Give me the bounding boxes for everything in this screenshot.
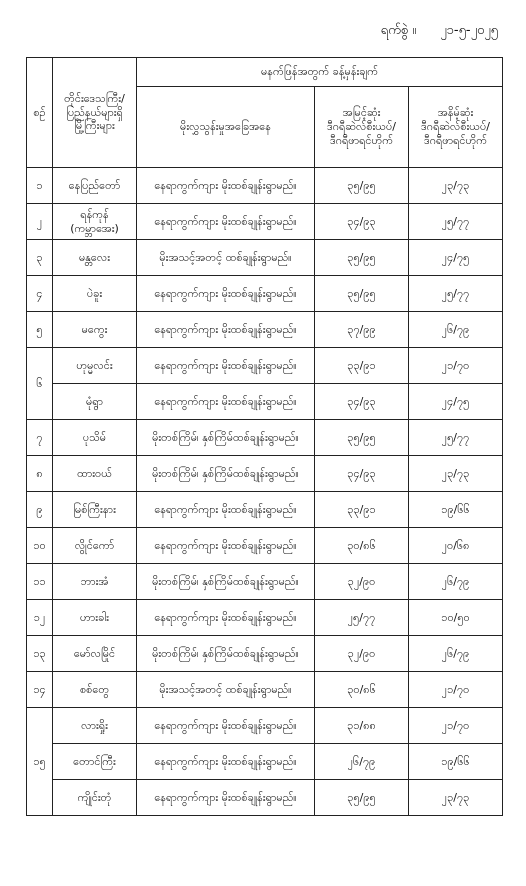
row-min: ၂၁/၇၀ <box>409 708 503 744</box>
row-max: ၃၀/၈၆ <box>315 528 409 564</box>
row-min: ၁၉/၆၆ <box>409 744 503 780</box>
table-row <box>27 276 503 312</box>
row-max: ၃၀/၈၆ <box>315 672 409 708</box>
row-max: ၃၄/၉၃ <box>315 384 409 420</box>
row-no: ၁ <box>27 168 53 204</box>
row-max: ၂၆/၇၉ <box>315 744 409 780</box>
row-no: ၁၃ <box>27 636 53 672</box>
table-row <box>27 420 503 456</box>
row-min: ၂၃/၇၃ <box>409 168 503 204</box>
row-min: ၂၅/၇၇ <box>409 420 503 456</box>
row-min: ၂၁/၇၀ <box>409 672 503 708</box>
row-min: ၂၆/၇၉ <box>409 312 503 348</box>
row-weather: မိုးတစ်ကြိမ်၊ နှစ်ကြိမ်ထစ်ချုန်းရွာမည်။ <box>137 564 315 600</box>
header-forecast: မနက်ဖြန်အတွက် ခန့်မှန်းချက် <box>137 58 503 87</box>
row-weather: နေရာကွက်ကျား မိုးထစ်ချုန်းရွာမည်။ <box>137 204 315 240</box>
row-weather: မိုးတစ်ကြိမ်၊ နှစ်ကြိမ်ထစ်ချုန်းရွာမည်။ <box>137 456 315 492</box>
row-max: ၃၁/၈၈ <box>315 708 409 744</box>
row-max: ၃၄/၉၃ <box>315 204 409 240</box>
row-city: မော်လမြိုင် <box>53 636 137 672</box>
table-row <box>27 492 503 528</box>
weather-forecast-table <box>26 57 503 816</box>
row-weather: မိုးအသင့်အတင့် ထစ်ချုန်းရွာမည်။ <box>137 240 315 276</box>
row-city: လားရှိုး <box>53 708 137 744</box>
row-no: ၃ <box>27 240 53 276</box>
table-row <box>27 564 503 600</box>
row-weather: နေရာကွက်ကျား မိုးထစ်ချုန်းရွာမည်။ <box>137 780 315 816</box>
header-max-temp: အမြင့်ဆုံး ဒီဂရီဆဲလ်စီးယပ်/ ဒီဂရီဖာရင်ဟိုက် <box>315 87 409 168</box>
row-city: ပုသိမ် <box>53 420 137 456</box>
date-label: ရက်စွဲ ။ <box>380 23 417 38</box>
row-no: ၁၂ <box>27 600 53 636</box>
row-no: ၆ <box>27 348 53 420</box>
row-no: ၁၀ <box>27 528 53 564</box>
row-city: စစ်တွေ <box>53 672 137 708</box>
row-city: ရန်ကုန် (ကမ္ဘာအေး) <box>53 204 137 240</box>
table-row <box>27 456 503 492</box>
row-min: ၁၀/၅၀ <box>409 600 503 636</box>
header-min-temp: အနိမ့်ဆုံး ဒီဂရီဆဲလ်စီးယပ်/ ဒီဂရီဖာရင်ဟိုက် <box>409 87 503 168</box>
row-max: ၃၅/၉၅ <box>315 240 409 276</box>
row-weather: မိုးတစ်ကြိမ်၊ နှစ်ကြိမ်ထစ်ချုန်းရွာမည်။ <box>137 420 315 456</box>
row-weather: နေရာကွက်ကျား မိုးထစ်ချုန်းရွာမည်။ <box>137 492 315 528</box>
row-weather: နေရာကွက်ကျား မိုးထစ်ချုန်းရွာမည်။ <box>137 384 315 420</box>
row-city: မုံရွာ <box>53 384 137 420</box>
row-no: ၂ <box>27 204 53 240</box>
row-city: ဟားခါး <box>53 600 137 636</box>
row-min: ၂၃/၇၃ <box>409 456 503 492</box>
row-weather: နေရာကွက်ကျား မိုးထစ်ချုန်းရွာမည်။ <box>137 600 315 636</box>
row-max: ၃၅/၉၅ <box>315 780 409 816</box>
table-row <box>27 600 503 636</box>
row-city: မြစ်ကြီးနား <box>53 492 137 528</box>
table-row <box>27 168 503 204</box>
row-max: ၃၅/၉၅ <box>315 168 409 204</box>
row-city: ထားဝယ် <box>53 456 137 492</box>
row-weather: မိုးတစ်ကြိမ်၊ နှစ်ကြိမ်ထစ်ချုန်းရွာမည်။ <box>137 636 315 672</box>
table-row <box>27 744 503 780</box>
row-no: ၁၄ <box>27 672 53 708</box>
row-max: ၃၅/၉၅ <box>315 276 409 312</box>
row-city: ပဲခူး <box>53 276 137 312</box>
row-max: ၃၇/၉၉ <box>315 312 409 348</box>
row-min: ၂၅/၇၇ <box>409 204 503 240</box>
table-row <box>27 312 503 348</box>
row-no: ၁၅ <box>27 708 53 816</box>
table-row <box>27 384 503 420</box>
table-row <box>27 528 503 564</box>
row-no: ၉ <box>27 492 53 528</box>
row-weather: နေရာကွက်ကျား မိုးထစ်ချုန်းရွာမည်။ <box>137 708 315 744</box>
row-no: ၅ <box>27 312 53 348</box>
row-max: ၃၂/၉၀ <box>315 636 409 672</box>
table-row <box>27 708 503 744</box>
row-max: ၃၃/၉၁ <box>315 348 409 384</box>
row-city: ကျိုင်းတုံ <box>53 780 137 816</box>
row-min: ၂၄/၇၅ <box>409 384 503 420</box>
row-min: ၂၁/၇၀ <box>409 348 503 384</box>
table-row <box>27 672 503 708</box>
document-date <box>357 22 498 41</box>
row-city: မကွေး <box>53 312 137 348</box>
row-no: ၁၁ <box>27 564 53 600</box>
row-weather: နေရာကွက်ကျား မိုးထစ်ချုန်းရွာမည်။ <box>137 312 315 348</box>
table-row <box>27 204 503 240</box>
row-weather: နေရာကွက်ကျား မိုးထစ်ချုန်းရွာမည်။ <box>137 168 315 204</box>
row-min: ၂၀/၆၈ <box>409 528 503 564</box>
row-city: မန္တလေး <box>53 240 137 276</box>
table-row <box>27 636 503 672</box>
row-no: ၇ <box>27 420 53 456</box>
row-city: တောင်ကြီး <box>53 744 137 780</box>
row-max: ၂၅/၇၇ <box>315 600 409 636</box>
row-min: ၂၄/၇၅ <box>409 240 503 276</box>
row-max: ၃၃/၉၁ <box>315 492 409 528</box>
row-city: နေပြည်တော် <box>53 168 137 204</box>
row-weather: နေရာကွက်ကျား မိုးထစ်ချုန်းရွာမည်။ <box>137 276 315 312</box>
row-max: ၃၄/၉၃ <box>315 456 409 492</box>
table-row <box>27 780 503 816</box>
row-min: ၂၅/၇၇ <box>409 276 503 312</box>
row-weather: နေရာကွက်ကျား မိုးထစ်ချုန်းရွာမည်။ <box>137 348 315 384</box>
row-min: ၁၉/၆၆ <box>409 492 503 528</box>
row-city: ဟုမ္မလင်း <box>53 348 137 384</box>
row-max: ၃၂/၉၀ <box>315 564 409 600</box>
row-no: ၈ <box>27 456 53 492</box>
header-no: စဉ် <box>27 58 53 168</box>
row-weather: နေရာကွက်ကျား မိုးထစ်ချုန်းရွာမည်။ <box>137 528 315 564</box>
row-city: ဘားအံ <box>53 564 137 600</box>
row-weather: မိုးအသင့်အတင့် ထစ်ချုန်းရွာမည်။ <box>137 672 315 708</box>
row-min: ၂၆/၇၉ <box>409 636 503 672</box>
header-region: တိုင်းဒေသကြီး/ ပြည်နယ်များရှိ မြို့ကြီးများ <box>53 58 137 168</box>
row-max: ၃၅/၉၅ <box>315 420 409 456</box>
row-city: လွိုင်ကော် <box>53 528 137 564</box>
header-weather: မိုးလွှသွန်းမှုအခြေအနေ <box>137 87 315 168</box>
row-min: ၂၃/၇၃ <box>409 780 503 816</box>
row-no: ၄ <box>27 276 53 312</box>
table-row <box>27 348 503 384</box>
date-value: ၂၁-၅-၂၀၂၅ <box>440 23 498 38</box>
row-weather: နေရာကွက်ကျား မိုးထစ်ချုန်းရွာမည်။ <box>137 744 315 780</box>
row-min: ၂၆/၇၉ <box>409 564 503 600</box>
table-row <box>27 240 503 276</box>
